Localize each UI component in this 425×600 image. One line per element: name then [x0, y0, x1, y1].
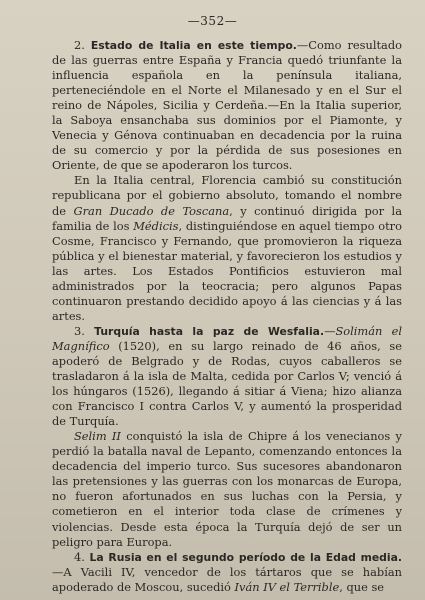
paragraph-text: —A Vacili IV, vencedor de los tártaros que se habían apoderado de Moscou, sucedió	[52, 564, 402, 594]
italic-term: —Solimán el Magnífico	[52, 323, 402, 353]
page-number: —352—	[187, 14, 238, 28]
paragraph-selim	[52, 429, 402, 549]
italic-term: Iván IV el Terrible	[234, 579, 340, 594]
section-heading: Estado de Italia en este tiempo.	[90, 39, 297, 52]
italic-term: Selim II	[74, 429, 121, 444]
paragraph-text: —Como resultado de las guerras entre España y Francia quedó triunfante la influencia española en la península italiana, perteneciéndole en el Norte el Milanesado y en el Sur el reino de Nápoles, Sicilia y Cerdeña.—En la Italia superior, la Saboya ensanchaba sus dominios por el Piamonte, y Venecia y Génova continuaban en decadencia por la ruina de su comercio y por la pérdida de sus posesiones en Oriente, de que se apoderaron los turcos.	[52, 38, 402, 173]
paragraph-rusia	[52, 550, 402, 595]
paragraph-turquia	[52, 324, 402, 429]
section-heading: Turquía hasta la paz de Wesfalia.	[94, 324, 325, 338]
paragraph-text: conquistó la isla de Chipre á los venecianos y perdió la batalla naval de Lepanto, comenzando entonces la decadencia del imperio turco. Sus sucesores abandonaron las pretensiones y las guerras con los monarcas de Europa, no fueron afortunados en sus luchas con la Persia, y cometieron en el interior toda clase de crímenes y violencias. Desde esta época la Turquía dejó de ser un peligro para Europa.	[52, 429, 402, 549]
paragraph-italia	[52, 38, 402, 173]
paragraph-text: En la Italia central, Florencia cambió su constitución republicana por el gobierno absoluto, tomando el nombre de	[52, 173, 402, 218]
section-number: 4.	[74, 549, 85, 564]
paragraph-italia-central	[52, 173, 402, 323]
section-heading: La Rusia en el segundo período de la Edad media.	[89, 550, 402, 564]
section-number: 2.	[74, 38, 85, 52]
body-text	[52, 38, 402, 595]
section-number: 3.	[74, 323, 85, 338]
paragraph-text: , distinguiéndose en aquel tiempo otro Cosme, Francisco y Fernando, que promovieron la riqueza pública y el bienestar material, y favorecieron los estudios y las artes. Los Estados Pontificios estuvieron mal administrados por la teocracia; pero algunos Papas continuaron prestando decidido apoyo á las ciencias y á las artes.	[52, 218, 402, 323]
paragraph-text: , y continuó dirigida por la familia de los	[52, 203, 402, 233]
italic-term: Gran Ducado de Toscana	[73, 203, 230, 218]
italic-term: Médicis	[133, 218, 179, 233]
paragraph-text: , que se	[339, 579, 385, 594]
paragraph-text: (1520), en su largo reinado de 46 años, se apoderó de Belgrado y de Rodas, cuyos caballeros se trasladaron á la isla de Malta, cedida por Carlos V; venció á los húngaros (1526), llegando á sitiar á Viena; hizo alianza con Francisco I contra Carlos V, y aumentó la prosperidad de Turquía.	[52, 338, 402, 429]
